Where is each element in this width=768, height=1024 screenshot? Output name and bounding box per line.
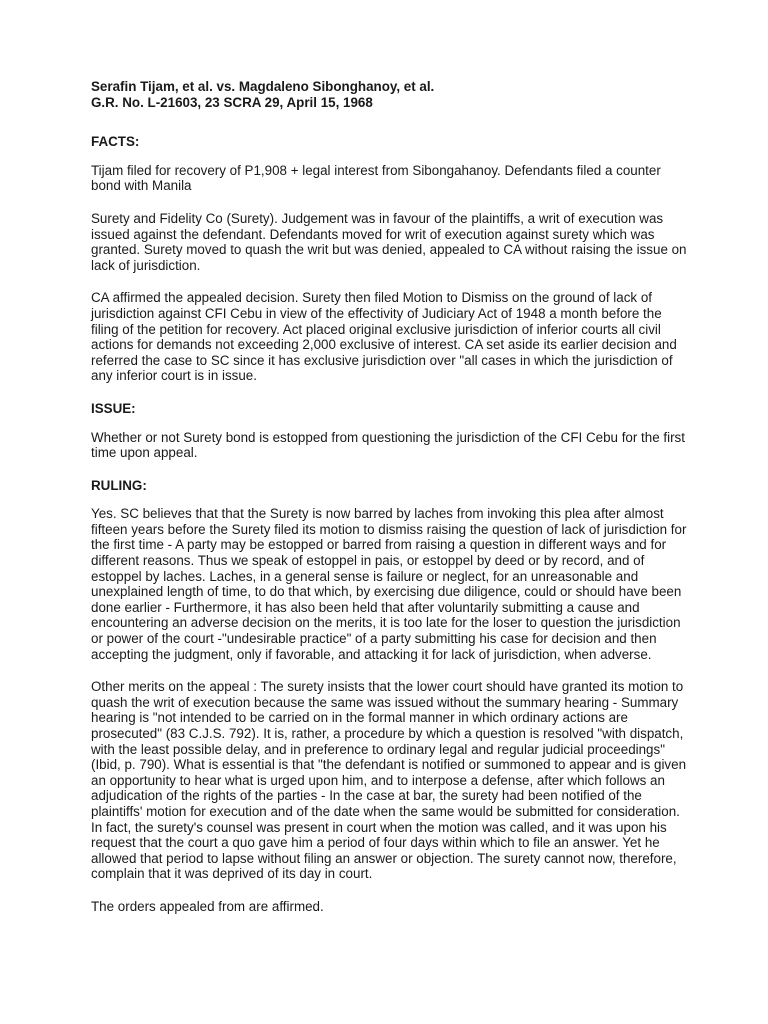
case-title-line-1: Serafin Tijam, et al. vs. Magdaleno Sibonghanoy, et al. <box>91 79 435 94</box>
ruling-paragraph-3: The orders appealed from are affirmed. <box>91 898 324 914</box>
issue-paragraph: Whether or not Surety bond is estopped from questioning the jurisdiction of the CFI Cebu for the first time upon appeal. <box>91 429 685 461</box>
facts-heading: FACTS: <box>91 134 140 150</box>
facts-paragraph-3: CA affirmed the appealed decision. Surety then filed Motion to Dismiss on the ground of lack of jurisdiction against CFI Cebu in view of the effectivity of Judiciary Act of 1948 a month before the filing of the petition for recovery. Act placed original exclusive jurisdiction of inferior courts all civil actions for demands not exceeding 2,000 exclusive of interest. CA set aside its earlier decision and referred the case to SC since it has exclusive jurisdiction over "all cases in which the jurisdiction of any inferior court is in issue. <box>91 290 677 384</box>
ruling-paragraph-1: Yes. SC believes that that the Surety is now barred by laches from invoking this plea after almost fifteen years before the Surety filed its motion to dismiss raising the question of lack of jurisdiction for the first time - A party may be estopped or barred from raising a question in different ways and for different reasons. Thus we speak of estoppel in pais, or estoppel by deed or by record, and of estoppel by laches. Laches, in a general sense is failure or neglect, for an unreasonable and unexplained length of time, to do that which, by exercising due diligence, could or should have been done earlier - Furthermore, it has also been held that after voluntarily submitting a cause and encountering an adverse decision on the merits, it is too late for the loser to question the jurisdiction or power of the court -"undesirable practice" of a party submitting his case for decision and then accepting the judgment, only if favorable, and attacking it for lack of jurisdiction, when adverse. <box>91 506 687 662</box>
issue-heading: ISSUE: <box>91 400 136 416</box>
facts-paragraph-2: Surety and Fidelity Co (Surety). Judgement was in favour of the plaintiffs, a writ of execution was issued against the defendant. Defendants moved for writ of execution against surety which was granted. Surety moved to quash the writ but was denied, appealed to CA without raising the issue on lack of jurisdiction. <box>91 210 687 273</box>
facts-paragraph-1: Tijam filed for recovery of P1,908 + legal interest from Sibongahanoy. Defendants filed a counter bond with Manila <box>91 162 661 194</box>
ruling-heading: RULING: <box>91 477 147 493</box>
case-citation: G.R. No. L-21603, 23 SCRA 29, April 15, 1968 <box>91 94 373 110</box>
ruling-paragraph-2: Other merits on the appeal : The surety insists that the lower court should have granted its motion to quash the writ of execution because the same was issued without the summary hearing - Summary hearing is "not intended to be carried on in the formal manner in which ordinary actions are prosecuted" (83 C.J.S. 792). It is, rather, a procedure by which a question is resolved "with dispatch, with the least possible delay, and in preference to ordinary legal and regular judicial proceedings" (Ibid, p. 790). What is essential is that "the defendant is notified or summoned to appear and is given an opportunity to hear what is urged upon him, and to interpose a defense, after which follows an adjudication of the rights of the parties - In the case at bar, the surety had been notified of the plaintiffs' motion for execution and of the date when the same would be submitted for consideration. In fact, the surety's counsel was present in court when the motion was called, and it was upon his request that the court a quo gave him a period of four days within which to file an answer. Yet he allowed that period to lapse without filing an answer or objection. The surety cannot now, therefore, complain that it was deprived of its day in court. <box>91 679 687 882</box>
